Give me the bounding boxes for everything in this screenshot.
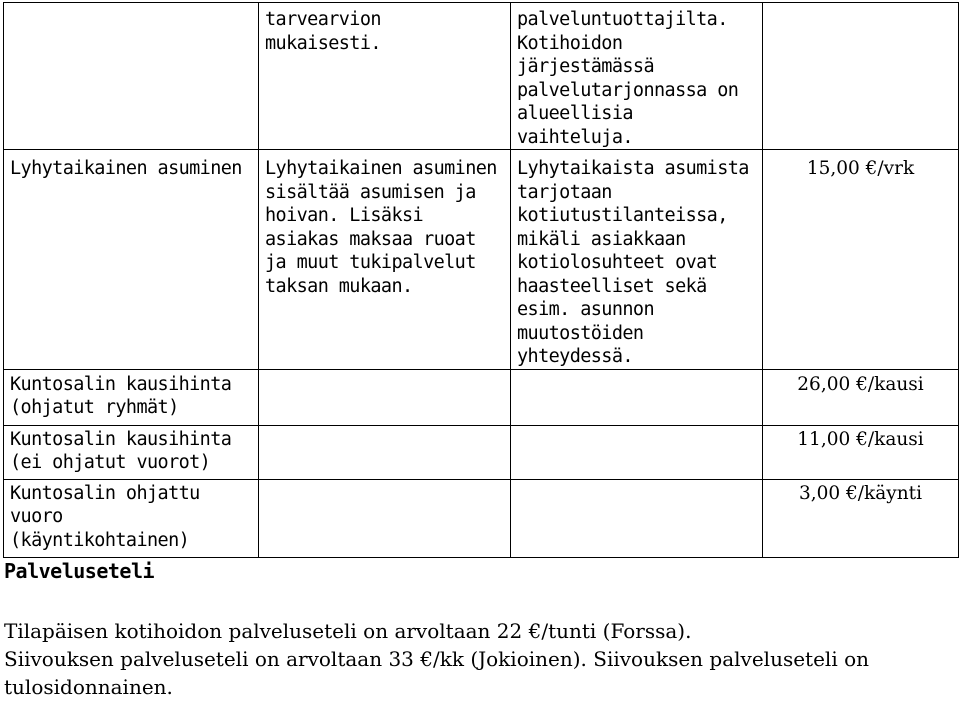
note-text: Lyhytaikaista asumista tarjotaan kotiutustilanteissa, mikäli asiakkaan kotiolosuhteet ovat haasteelliset sekä esim. asunnon muutostöiden yhteydessä.: [517, 158, 749, 367]
table-row: [4, 479, 959, 557]
table-row: [4, 3, 959, 150]
description-cell: [259, 150, 511, 370]
service-text: Lyhytaikainen asuminen: [10, 158, 242, 179]
service-cell: [4, 150, 259, 370]
service-cell: [4, 3, 259, 150]
price-text: 15,00 €/vrk: [806, 158, 915, 179]
description-cell: [259, 3, 511, 150]
note-cell: [511, 3, 763, 150]
table-row: [4, 425, 959, 479]
note-cell: [511, 150, 763, 370]
note-cell: [511, 425, 763, 479]
service-cell: [4, 369, 259, 425]
price-cell: [763, 479, 959, 557]
table-row: [4, 369, 959, 425]
price-text: 3,00 €/käynti: [798, 482, 923, 504]
price-cell: [763, 3, 959, 150]
note-cell: [511, 479, 763, 557]
paragraph-kotihoito: Tilapäisen kotihoidon palveluseteli on arvoltaan 22 €/tunti (Forssa).: [4, 619, 692, 643]
service-fee-table: [3, 2, 959, 558]
price-cell: [763, 369, 959, 425]
description-text: Lyhytaikainen asuminen sisältää asumisen ja hoivan. Lisäksi asiakas maksaa ruoat ja muut tukipalvelut taksan mukaan.: [265, 158, 497, 297]
service-text: Kuntosalin kausihinta (ohjatut ryhmät): [10, 373, 232, 418]
service-cell: [4, 425, 259, 479]
price-cell: [763, 425, 959, 479]
section-body: [4, 617, 954, 701]
service-cell: [4, 479, 259, 557]
note-cell: [511, 369, 763, 425]
description-cell: [259, 369, 511, 425]
note-text: palveluntuottajilta. Kotihoidon järjestämässä palvelutarjonnassa on alueellisia vaihteluja.: [517, 9, 739, 148]
service-text: Kuntosalin ohjattu vuoro (käyntikohtainen): [10, 482, 200, 551]
service-text: Kuntosalin kausihinta (ei ohjatut vuorot): [10, 428, 232, 473]
description-cell: [259, 425, 511, 479]
price-text: 11,00 €/kausi: [797, 428, 924, 450]
paragraph-siivous: Siivouksen palveluseteli on arvoltaan 33 €/kk (Jokioinen). Siivouksen palveluseteli on tulosidonnainen.: [4, 647, 869, 699]
price-cell: [763, 150, 959, 370]
description-cell: [259, 479, 511, 557]
price-text: 26,00 €/kausi: [797, 373, 924, 395]
section-heading: Palveluseteli: [4, 559, 155, 583]
description-text: tarvearvion mukaisesti.: [265, 9, 381, 54]
table-row: [4, 150, 959, 370]
